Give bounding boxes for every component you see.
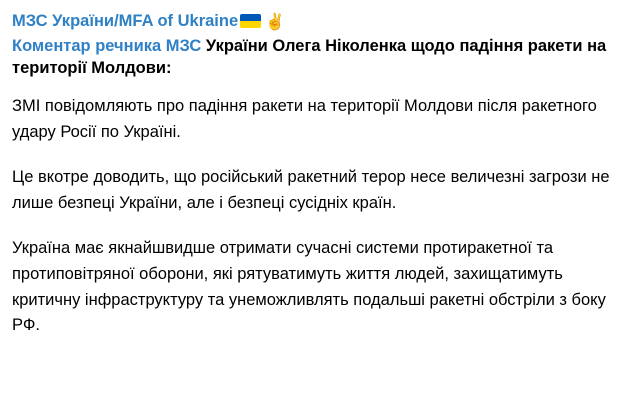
post-paragraph-2: Це вкотре доводить, що російський ракетний терор несе величезні загрози не лише безпеці України, але і безпеці сусідніх країн. xyxy=(12,168,610,212)
post-paragraph-1: ЗМІ повідомляють про падіння ракети на території Молдови після ракетного удару Росії по Україні. xyxy=(12,97,597,141)
channel-name[interactable]: МЗС України/MFA of Ukraine xyxy=(12,12,239,30)
post-paragraph-3: Україна має якнайшвидше отримати сучасні системи протиракетної та протиповітряної оборони, які рятуватимуть життя людей, захищатимуть критичну інфраструктуру та унеможливлять подальші ракетні обстріли з боку РФ. xyxy=(12,239,606,335)
headline-rest: України Олега Ніколенка щодо падіння ракети на території Молдови: xyxy=(12,36,607,78)
post-headline xyxy=(12,35,614,81)
ukraine-flag-icon xyxy=(240,14,261,28)
victory-hand-icon: ✌ xyxy=(265,14,286,31)
channel-title-line xyxy=(12,10,614,34)
headline-lead[interactable]: Коментар речника МЗС xyxy=(12,36,202,55)
